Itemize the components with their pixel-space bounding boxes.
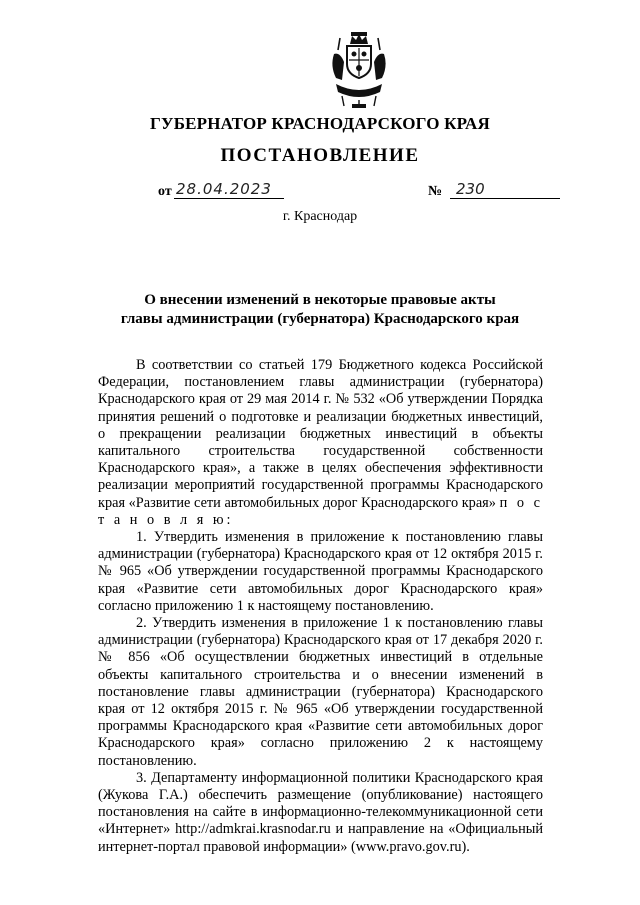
item-1-paragraph: 1. Утвердить изменения в приложение к постановлению главы администрации (губернатора) Краснодарского края от 12 октября 2015 г. № 965 «Об утверждении государственной программы Краснодарского края «Развитие сети автомобильных дорог Краснодарского края» согласно приложению 1 к настоящему постановлению. bbox=[98, 529, 543, 614]
document-title bbox=[0, 291, 640, 329]
date-value: 28.04.2023 bbox=[174, 180, 284, 199]
coat-of-arms-icon bbox=[326, 30, 392, 110]
item-2-paragraph: 2. Утвердить изменения в приложение 1 к постановлению главы администрации (губернатора) Краснодарского края от 17 декабря 2020 г. № 856 «Об осуществлении бюджетных инвестиций в отдельные объекты капитального строительства и о внесении изменений в постановление главы администрации (губернатора) Краснодарского края от 12 октября 2015 г. № 965 «Об утверждении государственной программы Краснодарского края «Развитие сети автомобильных дорог Краснодарского края» согласно приложению 2 к настоящему постановлению. bbox=[98, 615, 543, 769]
date-number-row bbox=[0, 180, 640, 206]
intro-text: В соответствии со статьей 179 Бюджетного кодекса Российской Федерации, постановлением главы администрации (губернатора) Краснодарского края от 29 мая 2014 г. № 532 «Об утверждении Порядка принятия решений о подготовке и реализации бюджетных инвестиций, о прекращении реализации бюджетных инвестиций в объекты капитального строительства государственной собственности Краснодарского края», а также в целях обеспечения эффективности реализации мероприятий государственной программы Краснодарского края «Развитие сети автомобильных дорог Краснодарского края» bbox=[98, 357, 543, 511]
document-type: ПОСТАНОВЛЕНИЕ bbox=[220, 145, 420, 166]
document-body bbox=[98, 357, 543, 856]
title-line-1: О внесении изменений в некоторые правовые акты bbox=[144, 292, 496, 308]
title-line-2: главы администрации (губернатора) Краснодарского края bbox=[120, 311, 520, 327]
item-3-paragraph: 3. Департаменту информационной политики Краснодарского края (Жукова Г.А.) обеспечить размещение (опубликование) настоящего постановления на сайте в информационно-телекоммуникационной сети «Интернет» http://admkrai.krasnodar.ru и направление на «Официальный интернет-портал правовой информации» (www.pravo.gov.ru). bbox=[98, 769, 543, 855]
number-value: 230 bbox=[450, 180, 560, 199]
intro-paragraph bbox=[98, 357, 543, 529]
city: г. Краснодар bbox=[282, 209, 358, 224]
number-label: № bbox=[428, 184, 443, 199]
issuing-authority: ГУБЕРНАТОР КРАСНОДАРСКОГО КРАЯ bbox=[150, 114, 490, 133]
resolve-word: п о с т а н о в л я ю: bbox=[98, 494, 543, 528]
date-label: от bbox=[158, 184, 172, 199]
